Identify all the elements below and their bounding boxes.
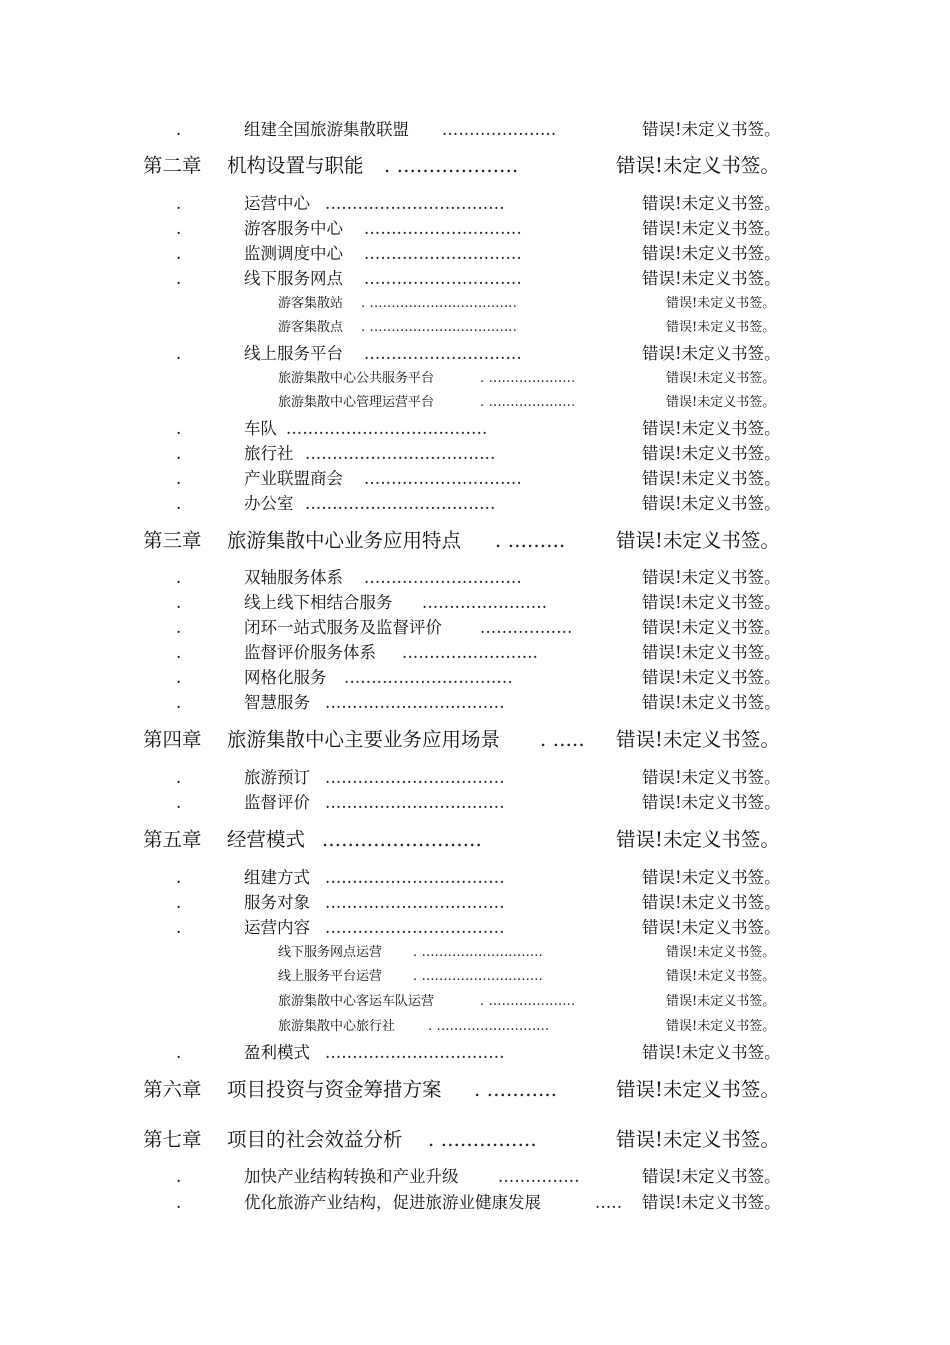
toc-entry-leader: . .......................... [428,1019,550,1034]
toc-entry-title: 项目投资与资金筹措方案 [227,1078,442,1101]
toc-entry-title: 监督评价 [244,793,310,812]
toc-entry[interactable] [0,790,950,816]
toc-entry-page-ref: 错误!未定义书签。 [642,593,781,612]
toc-entry-title: 游客集散站 [278,296,344,311]
toc-entry-number: . [176,1167,182,1186]
toc-entry-number: . [176,1043,182,1062]
toc-entry-number: 第三章 [143,529,202,552]
toc-entry[interactable] [0,466,950,492]
toc-entry-title: 优化旅游产业结构，促进旅游业健康发展 [244,1193,541,1212]
toc-entry-number: . [176,469,182,488]
toc-entry-number: . [176,344,182,363]
toc-entry-leader: . ..... [540,728,585,751]
toc-entry[interactable] [0,191,950,217]
toc-entry-title: 旅游集散中心业务应用特点 [227,529,462,552]
toc-entry-page-ref: 错误!未定义书签。 [666,296,776,311]
toc-entry-page-ref: 错误!未定义书签。 [642,868,781,887]
toc-entry-number: . [176,793,182,812]
toc-entry-title: 闭环一站式服务及监督评价 [244,618,442,637]
toc-entry-number: . [176,593,182,612]
toc-entry-title: 旅游集散中心主要业务应用场景 [227,728,501,751]
toc-entry-page-ref: 错误!未定义书签。 [642,244,781,263]
toc-entry-title: 旅游集散中心公共服务平台 [278,371,435,386]
toc-entry[interactable] [0,690,950,716]
toc-chapter-entry[interactable] [0,1124,950,1156]
toc-entry-leader: . .................... [480,395,576,410]
toc-entry-leader: ............................. [364,244,522,263]
toc-entry-page-ref: 错误!未定义书签。 [642,643,781,662]
toc-entry-page-ref: 错误!未定义书签。 [642,793,781,812]
toc-entry-number: . [176,918,182,937]
toc-entry-page-ref: 错误!未定义书签。 [642,768,781,787]
toc-entry-title: 旅游预订 [244,768,310,787]
toc-chapter-entry[interactable] [0,724,950,756]
toc-entry-leader: ................................... [305,494,496,513]
toc-chapter-entry[interactable] [0,150,950,182]
toc-entry-page-ref: 错误!未定义书签。 [616,728,780,751]
toc-entry-number: 第四章 [143,728,202,751]
toc-entry-page-ref: 错误!未定义书签。 [642,269,781,288]
toc-entry[interactable] [0,1040,950,1066]
toc-entry-title: 监督评价服务体系 [244,643,376,662]
toc-entry-title: 产业联盟商会 [244,469,343,488]
toc-entry-title: 旅行社 [244,444,294,463]
toc-entry[interactable] [0,366,950,392]
toc-entry-number: . [176,120,182,139]
toc-entry[interactable] [0,865,950,891]
toc-entry-title: 网格化服务 [244,668,327,687]
toc-entry-number: . [176,893,182,912]
toc-entry[interactable] [0,915,950,941]
toc-entry-page-ref: 错误!未定义书签。 [642,668,781,687]
toc-entry[interactable] [0,964,950,990]
toc-entry-page-ref: 错误!未定义书签。 [642,444,781,463]
toc-chapter-entry[interactable] [0,824,950,856]
toc-entry-number: 第六章 [143,1078,202,1101]
toc-entry-page-ref: 错误!未定义书签。 [642,1043,781,1062]
toc-entry-page-ref: 错误!未定义书签。 [666,371,776,386]
toc-entry-leader: ............................. [364,269,522,288]
toc-entry-leader: ............... [498,1167,580,1186]
toc-entry-leader: ....................... [422,593,548,612]
toc-entry[interactable] [0,640,950,666]
toc-entry-leader: ............................. [364,568,522,587]
toc-entry-number: . [176,269,182,288]
toc-entry-title: 线上服务平台运营 [278,969,383,984]
toc-entry[interactable] [0,390,950,416]
toc-entry-leader: ......................... [402,643,539,662]
toc-entry[interactable] [0,989,950,1015]
toc-entry-page-ref: 错误!未定义书签。 [666,945,776,960]
toc-entry-title: 机构设置与职能 [227,154,364,177]
toc-entry-page-ref: 错误!未定义书签。 [642,194,781,213]
toc-entry[interactable] [0,491,950,517]
toc-entry-leader: . .................................. [361,320,517,335]
toc-entry-title: 线上服务平台 [244,344,343,363]
toc-entry-number: 第二章 [143,154,202,177]
toc-entry-page-ref: 错误!未定义书签。 [616,1078,780,1101]
toc-entry-page-ref: 错误!未定义书签。 [642,568,781,587]
toc-entry-title: 旅游集散中心管理运营平台 [278,395,435,410]
toc-entry-title: 办公室 [244,494,294,513]
toc-entry[interactable] [0,765,950,791]
toc-entry-page-ref: 错误!未定义书签。 [642,1193,781,1212]
toc-entry-leader: . ............... [428,1128,537,1151]
toc-entry-page-ref: 错误!未定义书签。 [642,1167,781,1186]
toc-entry-leader: . ................... [384,154,519,177]
toc-entry[interactable] [0,117,950,143]
toc-entry[interactable] [0,216,950,242]
toc-entry-page-ref: 错误!未定义书签。 [642,693,781,712]
toc-entry[interactable] [0,590,950,616]
toc-entry-title: 组建方式 [244,868,310,887]
toc-entry-leader: ................................. [325,768,505,787]
toc-entry-leader: ................................. [325,194,505,213]
toc-entry-title: 线上线下相结合服务 [244,593,393,612]
toc-entry-page-ref: 错误!未定义书签。 [642,893,781,912]
toc-entry-title: 服务对象 [244,893,310,912]
toc-chapter-entry[interactable] [0,1074,950,1106]
toc-entry[interactable] [0,940,950,966]
toc-entry[interactable] [0,1190,950,1216]
toc-entry-page-ref: 错误!未定义书签。 [666,320,776,335]
toc-entry-title: 线下服务网点运营 [278,945,383,960]
toc-entry-number: . [176,194,182,213]
toc-entry[interactable] [0,1164,950,1190]
toc-entry-leader: ................................. [325,918,505,937]
toc-entry-leader: ................................. [325,868,505,887]
toc-entry[interactable] [0,615,950,641]
toc-entry-page-ref: 错误!未定义书签。 [642,469,781,488]
toc-entry[interactable] [0,441,950,467]
toc-entry-number: . [176,693,182,712]
toc-entry-page-ref: 错误!未定义书签。 [642,494,781,513]
toc-entry-number: . [176,618,182,637]
toc-entry-number: 第七章 [143,1128,202,1151]
toc-entry-page-ref: 错误!未定义书签。 [642,219,781,238]
toc-entry-title: 线下服务网点 [244,269,343,288]
toc-entry-page-ref: 错误!未定义书签。 [642,618,781,637]
toc-entry-title: 游客服务中心 [244,219,343,238]
toc-entry-title: 项目的社会效益分析 [227,1128,403,1151]
toc-entry-title: 运营内容 [244,918,310,937]
toc-entry-leader: ..................... [442,120,557,139]
toc-entry-title: 智慧服务 [244,693,310,712]
toc-entry-page-ref: 错误!未定义书签。 [666,1019,776,1034]
toc-entry[interactable] [0,665,950,691]
toc-entry-number: . [176,219,182,238]
toc-entry-title: 运营中心 [244,194,310,213]
toc-entry-title: 车队 [244,419,277,438]
toc-entry-page-ref: 错误!未定义书签。 [616,1128,780,1151]
toc-entry-page-ref: 错误!未定义书签。 [642,918,781,937]
toc-entry-leader: ................................. [325,1043,505,1062]
toc-entry-leader: ................................. [325,893,505,912]
toc-entry-leader: ............................. [364,344,522,363]
toc-entry-title: 双轴服务体系 [244,568,343,587]
toc-entry-title: 旅游集散中心客运车队运营 [278,994,435,1009]
toc-entry-page-ref: 错误!未定义书签。 [616,828,780,851]
toc-entry-leader: . ......... [495,529,566,552]
toc-entry-leader: ................................. [325,693,505,712]
toc-entry-leader: ............................. [364,469,522,488]
toc-entry-page-ref: 错误!未定义书签。 [642,120,781,139]
toc-entry-number: . [176,1193,182,1212]
toc-entry[interactable] [0,291,950,317]
toc-entry-number: . [176,643,182,662]
toc-entry[interactable] [0,1014,950,1040]
toc-entry[interactable] [0,341,950,367]
toc-entry-number: . [176,568,182,587]
toc-entry-leader: ..... [595,1193,623,1212]
toc-entry-number: . [176,419,182,438]
toc-entry[interactable] [0,416,950,442]
toc-entry-leader: ..................................... [286,419,488,438]
toc-entry-leader: ................. [480,618,573,637]
toc-entry-leader: ............................... [344,668,513,687]
toc-entry-number: . [176,768,182,787]
toc-entry-number: . [176,444,182,463]
toc-entry-number: . [176,494,182,513]
toc-entry-page-ref: 错误!未定义书签。 [616,529,780,552]
toc-entry[interactable] [0,315,950,341]
toc-entry-leader: . ........... [474,1078,558,1101]
toc-entry-title: 加快产业结构转换和产业升级 [244,1167,459,1186]
toc-entry-leader: . .................... [480,994,576,1009]
toc-entry-title: 盈利模式 [244,1043,310,1062]
toc-entry-number: . [176,668,182,687]
toc-entry-page-ref: 错误!未定义书签。 [666,395,776,410]
toc-entry[interactable] [0,565,950,591]
toc-entry-leader: . .................... [480,371,576,386]
toc-entry-page-ref: 错误!未定义书签。 [666,969,776,984]
toc-chapter-entry[interactable] [0,525,950,557]
toc-entry-number: . [176,868,182,887]
toc-entry-leader: ......................... [322,828,482,851]
toc-entry-title: 旅游集散中心旅行社 [278,1019,396,1034]
toc-entry-leader: . .................................. [361,296,517,311]
toc-entry-title: 组建全国旅游集散联盟 [244,120,409,139]
toc-entry-page-ref: 错误!未定义书签。 [616,154,780,177]
toc-entry[interactable] [0,890,950,916]
toc-entry-title: 监测调度中心 [244,244,343,263]
toc-entry-leader: ................................. [325,793,505,812]
toc-entry-leader: . ............................ [413,969,543,984]
toc-entry-leader: ................................... [305,444,496,463]
toc-entry-number: . [176,244,182,263]
toc-entry-number: 第五章 [143,828,202,851]
toc-entry-page-ref: 错误!未定义书签。 [666,994,776,1009]
toc-entry[interactable] [0,266,950,292]
toc-entry-title: 经营模式 [227,828,306,851]
toc-entry[interactable] [0,241,950,267]
toc-entry-page-ref: 错误!未定义书签。 [642,344,781,363]
toc-entry-leader: ............................. [364,219,522,238]
toc-entry-leader: . ............................ [413,945,543,960]
toc-entry-title: 游客集散点 [278,320,344,335]
toc-entry-page-ref: 错误!未定义书签。 [642,419,781,438]
